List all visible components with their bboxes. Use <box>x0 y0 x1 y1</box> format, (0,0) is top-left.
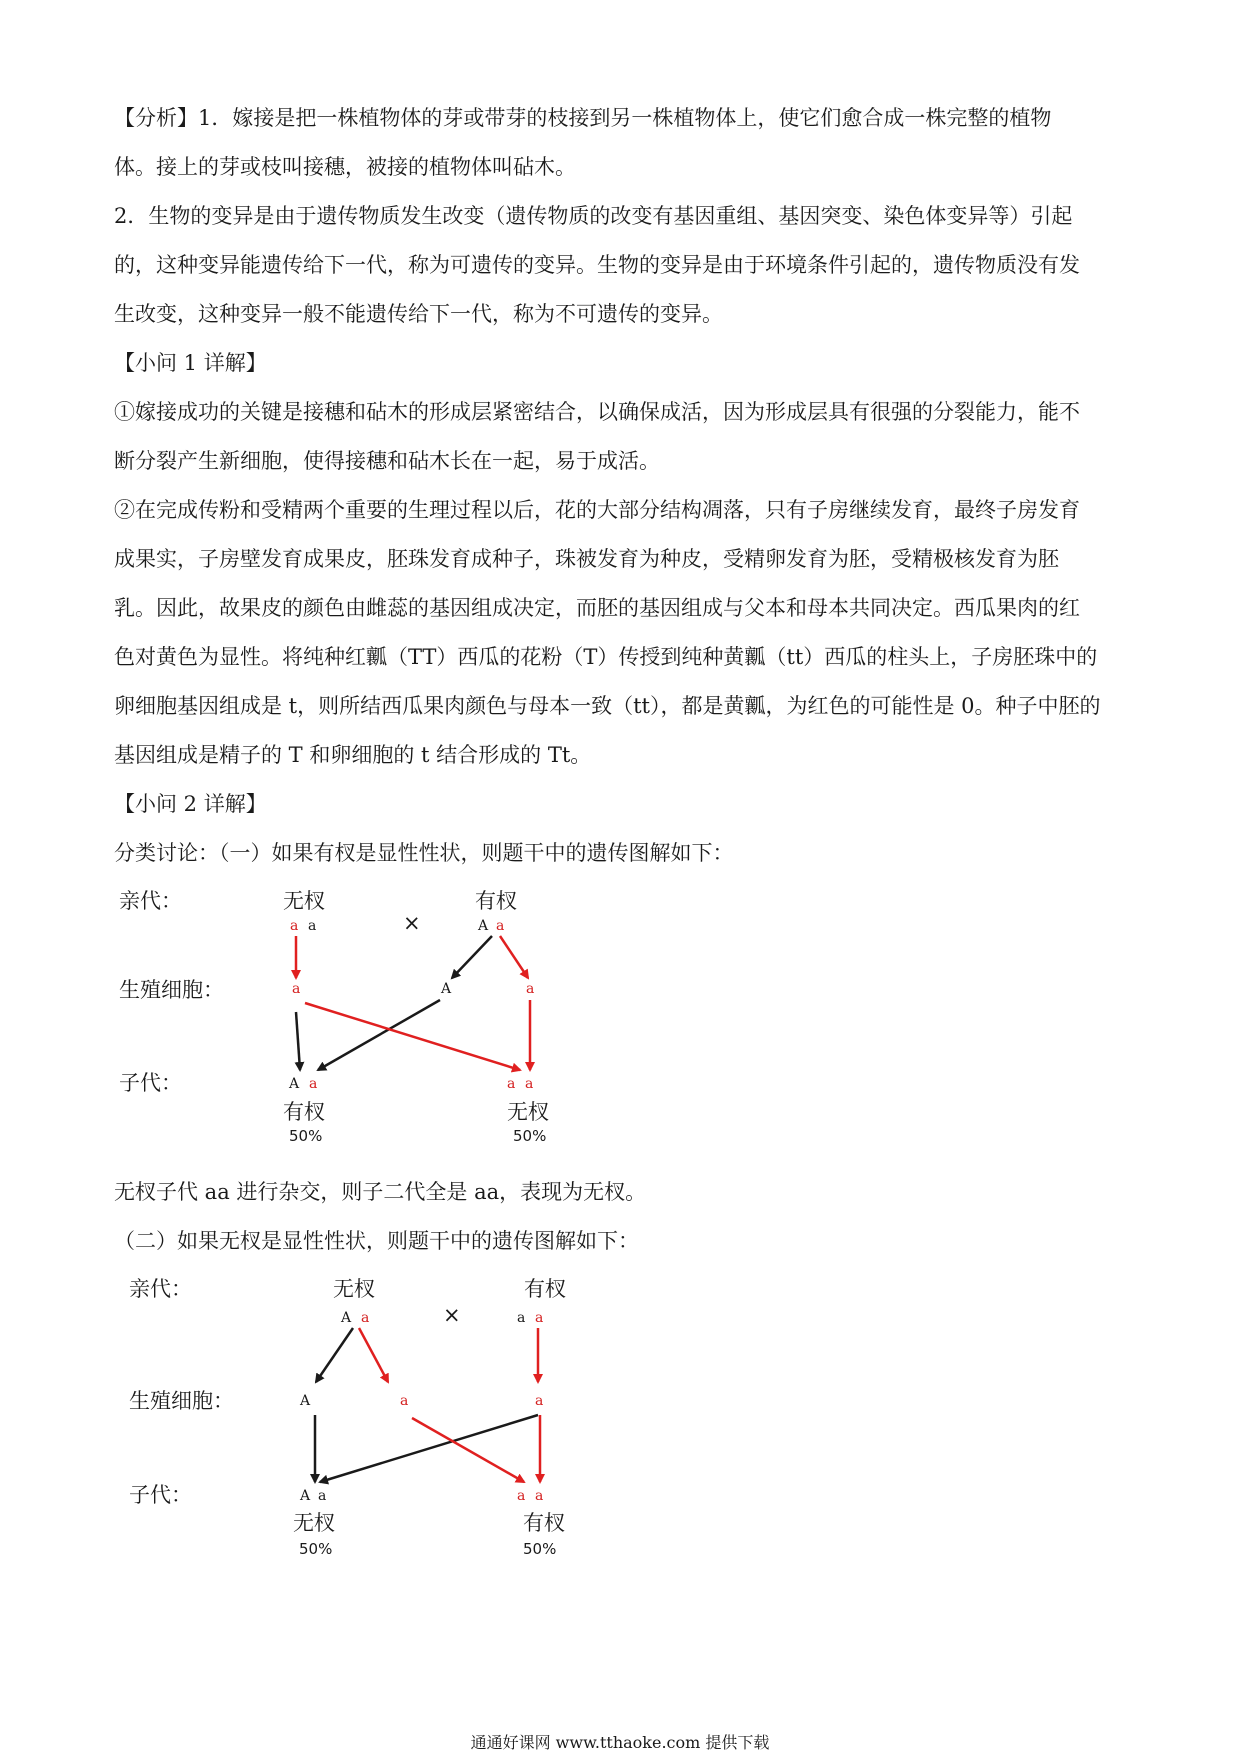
parent-right-trait: 有杈 <box>524 1277 566 1301</box>
offspring-allele: a <box>517 1488 526 1504</box>
allele: A <box>478 918 489 934</box>
cross-symbol: × <box>443 1303 461 1327</box>
row-label-gamete: 生殖细胞： <box>129 1389 234 1413</box>
text-line: 生改变，这种变异一般不能遗传给下一代，称为不可遗传的变异。 <box>114 302 723 326</box>
page-footer: 通通好课网 www.tthaoke.com 提供下载 <box>470 1733 770 1752</box>
gamete-allele: a <box>535 1393 544 1409</box>
offspring-right-trait: 有杈 <box>523 1511 565 1535</box>
offspring-allele: a <box>309 1076 318 1092</box>
offspring-allele: A <box>300 1488 311 1504</box>
text-line: 的，这种变异能遗传给下一代，称为可遗传的变异。生物的变异是由于环境条件引起的，遗传物质没有发 <box>114 253 1080 277</box>
text-line: 无杈子代 aa 进行杂交，则子二代全是 aa，表现为无杈。 <box>114 1180 647 1204</box>
text-line: 断分裂产生新细胞，使得接穗和砧木长在一起，易于成活。 <box>114 449 660 473</box>
arrow <box>320 1415 538 1482</box>
gamete-allele: A <box>441 981 452 997</box>
allele: a <box>496 918 505 934</box>
gamete-allele: A <box>300 1393 311 1409</box>
offspring-right-percent: 50% <box>523 1540 557 1558</box>
row-label-offspring: 子代： <box>129 1483 192 1507</box>
text-line: 分类讨论：（一）如果有杈是显性性状，则题干中的遗传图解如下： <box>114 841 734 865</box>
text-line: ①嫁接成功的关键是接穗和砧木的形成层紧密结合，以确保成活，因为形成层具有很强的分裂能力，能不 <box>114 400 1080 424</box>
section-heading: 【小问 2 详解】 <box>114 792 267 816</box>
text-line: 2．生物的变异是由于遗传物质发生改变（遗传物质的改变有基因重组、基因突变、染色体变异等）引起 <box>114 204 1073 228</box>
allele: a <box>290 918 299 934</box>
row-label-parent: 亲代： <box>129 1277 192 1301</box>
row-label-gamete: 生殖细胞： <box>119 978 224 1002</box>
text-line: 卵细胞基因组成是 t，则所结西瓜果肉颜色与母本一致（tt），都是黄瓤，为红色的可能性是 0。种子中胚的 <box>114 694 1101 718</box>
offspring-left-percent: 50% <box>299 1540 333 1558</box>
offspring-left-trait: 无杈 <box>293 1511 335 1535</box>
arrow <box>316 1328 353 1382</box>
offspring-allele: a <box>318 1488 327 1504</box>
gamete-allele: a <box>526 981 535 997</box>
text-line: 色对黄色为显性。将纯种红瓤（TT）西瓜的花粉（T）传授到纯种黄瓤（tt）西瓜的柱头上，子房胚珠中的 <box>114 645 1098 669</box>
row-label-offspring: 子代： <box>119 1071 182 1095</box>
arrow <box>296 1012 300 1070</box>
allele: a <box>361 1310 370 1326</box>
offspring-right-percent: 50% <box>513 1127 547 1145</box>
offspring-left-trait: 有杈 <box>283 1100 325 1124</box>
text-line: 乳。因此，故果皮的颜色由雌蕊的基因组成决定，而胚的基因组成与父本和母本共同决定。西瓜果肉的红 <box>114 596 1080 620</box>
text-line: ②在完成传粉和受精两个重要的生理过程以后，花的大部分结构凋落，只有子房继续发育，最终子房发育 <box>114 498 1080 522</box>
gamete-allele: a <box>292 981 301 997</box>
offspring-left-percent: 50% <box>289 1127 323 1145</box>
allele: a <box>308 918 317 934</box>
offspring-right-trait: 无杈 <box>507 1100 549 1124</box>
gamete-allele: a <box>400 1393 409 1409</box>
offspring-allele: a <box>535 1488 544 1504</box>
row-label-parent: 亲代： <box>119 889 182 913</box>
text-line: 体。接上的芽或枝叫接穗，被接的植物体叫砧木。 <box>114 155 576 179</box>
allele: a <box>517 1310 526 1326</box>
section-heading: 【小问 1 详解】 <box>114 351 267 375</box>
parent-left-trait: 无杈 <box>333 1277 375 1301</box>
text-line: （二）如果无杈是显性性状，则题干中的遗传图解如下： <box>114 1229 639 1253</box>
text-line: 【分析】1．嫁接是把一株植物体的芽或带芽的枝接到另一株植物体上，使它们愈合成一株完整的植物 <box>114 106 1052 130</box>
parent-right-trait: 有杈 <box>475 889 517 913</box>
arrow <box>305 1003 520 1070</box>
arrow <box>500 936 528 978</box>
cross-symbol: × <box>403 911 421 935</box>
allele: A <box>341 1310 352 1326</box>
arrow <box>452 936 492 978</box>
arrow <box>412 1418 524 1482</box>
arrow <box>318 1000 440 1070</box>
offspring-allele: A <box>289 1076 300 1092</box>
arrow <box>359 1328 388 1382</box>
text-line: 成果实，子房壁发育成果皮，胚珠发育成种子，珠被发育为种皮，受精卵发育为胚，受精极核发育为胚 <box>114 547 1059 571</box>
allele: a <box>535 1310 544 1326</box>
parent-left-trait: 无杈 <box>283 889 325 913</box>
text-line: 基因组成是精子的 T 和卵细胞的 t 结合形成的 Tt。 <box>114 743 592 767</box>
offspring-allele: a <box>507 1076 516 1092</box>
offspring-allele: a <box>525 1076 534 1092</box>
